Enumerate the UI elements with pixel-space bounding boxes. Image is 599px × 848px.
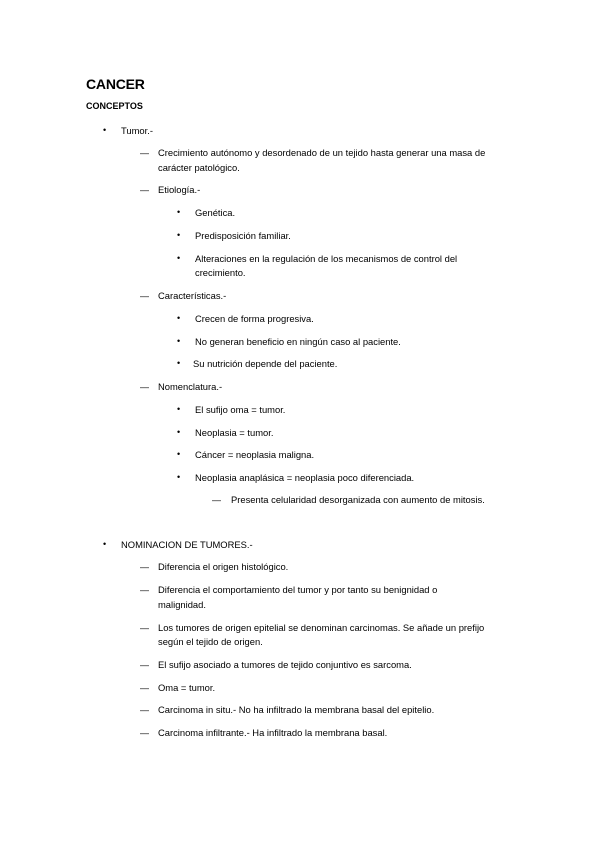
caracteristicas-label: Características.- [158, 290, 227, 301]
nomenclatura-item: Cáncer = neoplasia maligna. [195, 449, 315, 460]
dash-marker: — [140, 291, 149, 301]
dash-marker: — [140, 705, 149, 715]
tumor-heading: Tumor.- [121, 125, 153, 136]
bullet-marker: • [177, 472, 181, 482]
etiologia-item: Predisposición familiar. [195, 230, 291, 241]
nominacion-item: Diferencia el comportamiento del tumor y por tanto su benignidad o [158, 584, 438, 595]
caracteristicas-item: Crecen de forma progresiva. [195, 313, 314, 324]
nominacion-item: El sufijo asociado a tumores de tejido conjuntivo es sarcoma. [158, 659, 412, 670]
tumor-definition-line2: carácter patológico. [158, 162, 240, 173]
dash-marker: — [140, 660, 149, 670]
nominacion-item: Diferencia el origen histológico. [158, 561, 289, 572]
nominacion-item: Oma = tumor. [158, 682, 216, 693]
bullet-marker: • [177, 358, 181, 368]
bullet-marker: • [177, 427, 181, 437]
etiologia-label: Etiología.- [158, 184, 201, 195]
dash-marker: — [212, 495, 221, 505]
nomenclatura-item: El sufijo oma = tumor. [195, 404, 286, 415]
etiologia-item: Genética. [195, 207, 236, 218]
caracteristicas-item: No generan beneficio en ningún caso al paciente. [195, 336, 401, 347]
dash-marker: — [140, 728, 149, 738]
bullet-marker: • [177, 404, 181, 414]
etiologia-item: Alteraciones en la regulación de los mecanismos de control del [195, 253, 458, 264]
dash-marker: — [140, 623, 149, 633]
etiologia-item-continuation: crecimiento. [195, 267, 246, 278]
bullet-marker: • [103, 539, 107, 549]
document-title: CANCER [86, 76, 145, 92]
bullet-marker: • [177, 449, 181, 459]
dash-marker: — [140, 683, 149, 693]
nomenclatura-item: Neoplasia anaplásica = neoplasia poco diferenciada. [195, 472, 415, 483]
bullet-marker: • [177, 336, 181, 346]
dash-marker: — [140, 148, 149, 158]
dash-marker: — [140, 382, 149, 392]
caracteristicas-item: Su nutrición depende del paciente. [193, 358, 338, 369]
dash-marker: — [140, 185, 149, 195]
bullet-marker: • [177, 207, 181, 217]
bullet-marker: • [177, 253, 181, 263]
nomenclatura-item: Neoplasia = tumor. [195, 427, 274, 438]
nominacion-item-continuation: según el tejido de origen. [158, 636, 263, 647]
bullet-marker: • [103, 125, 107, 135]
bullet-marker: • [177, 230, 181, 240]
nomenclatura-sub-item: Presenta celularidad desorganizada con aumento de mitosis. [231, 494, 485, 505]
nomenclatura-label: Nomenclatura.- [158, 381, 223, 392]
dash-marker: — [140, 562, 149, 572]
section-subtitle: CONCEPTOS [86, 101, 143, 111]
nominacion-item: Carcinoma infiltrante.- Ha infiltrado la membrana basal. [158, 727, 388, 738]
nominacion-item: Los tumores de origen epitelial se denominan carcinomas. Se añade un prefijo [158, 622, 485, 633]
nominacion-item: Carcinoma in situ.- No ha infiltrado la membrana basal del epitelio. [158, 704, 435, 715]
nominacion-item-continuation: malignidad. [158, 599, 206, 610]
nominacion-heading: NOMINACION DE TUMORES.- [121, 539, 253, 550]
bullet-marker: • [177, 313, 181, 323]
dash-marker: — [140, 585, 149, 595]
tumor-definition-line1: Crecimiento autónomo y desordenado de un tejido hasta generar una masa de [158, 147, 486, 158]
